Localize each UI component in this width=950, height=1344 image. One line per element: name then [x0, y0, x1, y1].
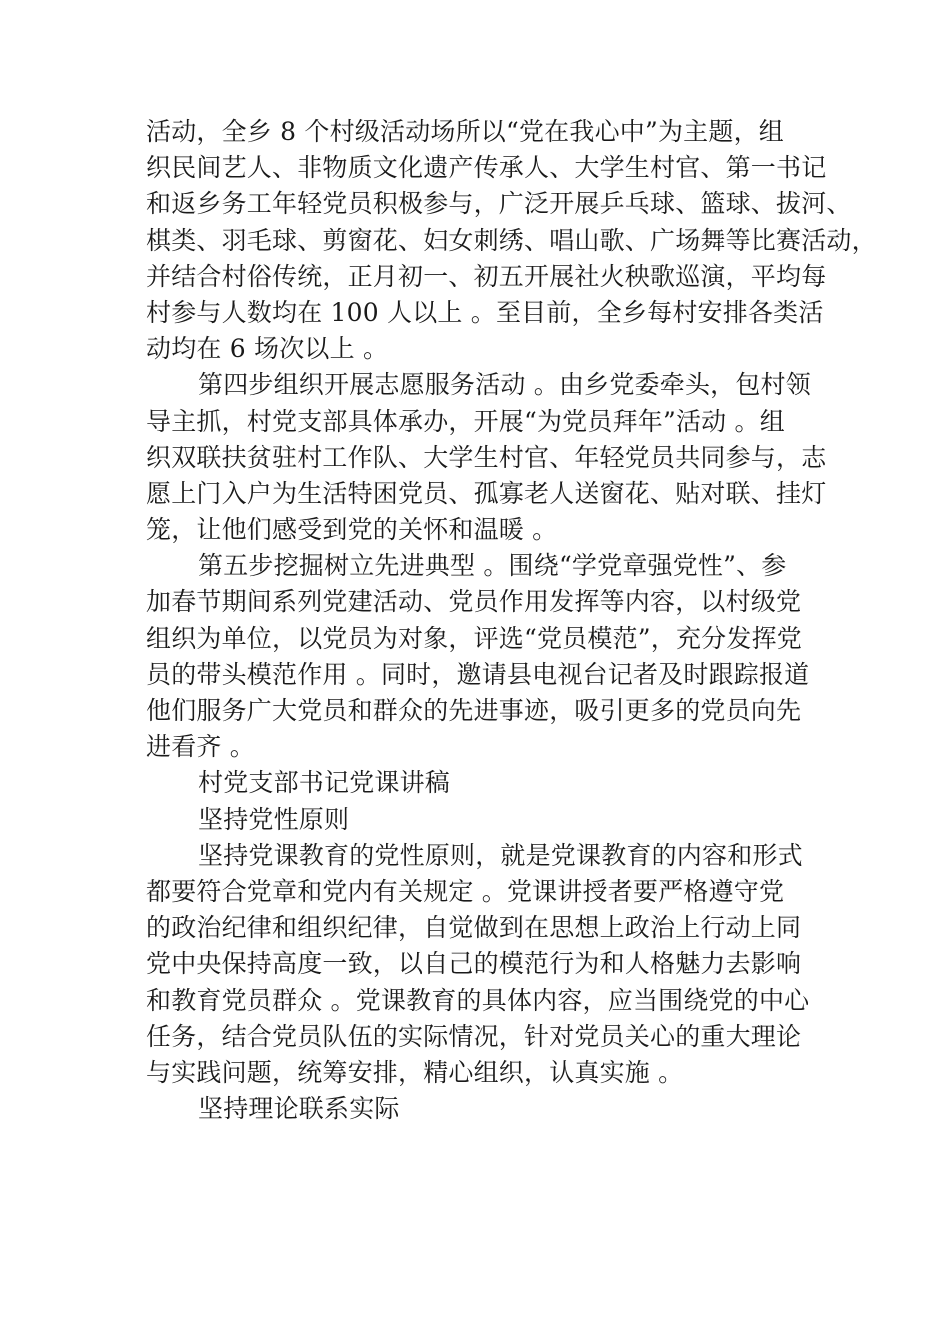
text-line: 和教育党员群众 。党课教育的具体内容，应当围绕党的中心 — [146, 985, 810, 1015]
text-line: 村参与人数均在 100 人以上 。至目前，全乡每村安排各类活 — [146, 297, 824, 327]
text-line: 坚持党课教育的党性原则，就是党课教育的内容和形式 — [198, 840, 803, 870]
text-line: 党中央保持高度一致，以自己的模范行为和人格魅力去影响 — [146, 949, 802, 979]
text-line: 员的带头模范作用 。同时，邀请县电视台记者及时跟踪报道 — [146, 659, 810, 689]
text-line: 织双联扶贫驻村工作队、大学生村官、年轻党员共同参与，志 — [146, 442, 827, 472]
text-line: 他们服务广大党员和群众的先进事迹，吸引更多的党员向先 — [146, 696, 802, 725]
document-body — [146, 114, 877, 1127]
text-line: 愿上门入户为生活特困党员、孤寡老人送窗花、贴对联、挂灯 — [146, 478, 827, 508]
text-line: 坚持理论联系实际 — [198, 1094, 400, 1124]
text-line: 都要符合党章和党内有关规定 。党课讲授者要严格遵守党 — [146, 876, 785, 906]
text-line: 与实践问题，统筹安排，精心组织，认真实施 。 — [146, 1057, 684, 1087]
text-line: 棋类、羽毛球、剪窗花、妇女刺绣、唱山歌、广场舞等比赛活动， — [146, 225, 877, 255]
text-line: 的政治纪律和组织纪律，自觉做到在思想上政治上行动上同 — [146, 913, 802, 943]
text-line: 第四步组织开展志愿服务活动 。由乡党委牵头，包村领 — [198, 370, 811, 400]
text-line: 任务，结合党员队伍的实际情况，针对党员关心的重大理论 — [146, 1021, 802, 1051]
text-line: 进看齐 。 — [146, 732, 255, 762]
text-line: 并结合村俗传统，正月初一、初五开展社火秧歌巡演，平均每 — [146, 261, 827, 291]
text-line: 加春节期间系列党建活动、党员作用发挥等内容，以村级党 — [146, 587, 802, 617]
text-line: 组织为单位，以党员为对象，评选“党员模范”，充分发挥党 — [146, 623, 802, 653]
text-line: 笼，让他们感受到党的关怀和温暖 。 — [146, 515, 558, 545]
text-line: 村党支部书记党课讲稿 — [198, 768, 451, 798]
text-line: 织民间艺人、非物质文化遗产传承人、大学生村官、第一书记 — [146, 153, 827, 183]
text-line: 坚持党性原则 — [198, 804, 350, 834]
text-line: 活动，全乡 8 个村级活动场所以“党在我心中”为主题，组 — [146, 117, 784, 146]
text-line: 第五步挖掘树立先进典型 。围绕“学党章强党性”、参 — [198, 551, 787, 581]
text-line: 导主抓，村党支部具体承办，开展“为党员拜年”活动 。组 — [146, 406, 785, 436]
text-line: 动均在 6 场次以上 。 — [146, 334, 389, 364]
text-line: 和返乡务工年轻党员积极参与，广泛开展乒乓球、篮球、拔河、 — [146, 189, 852, 219]
